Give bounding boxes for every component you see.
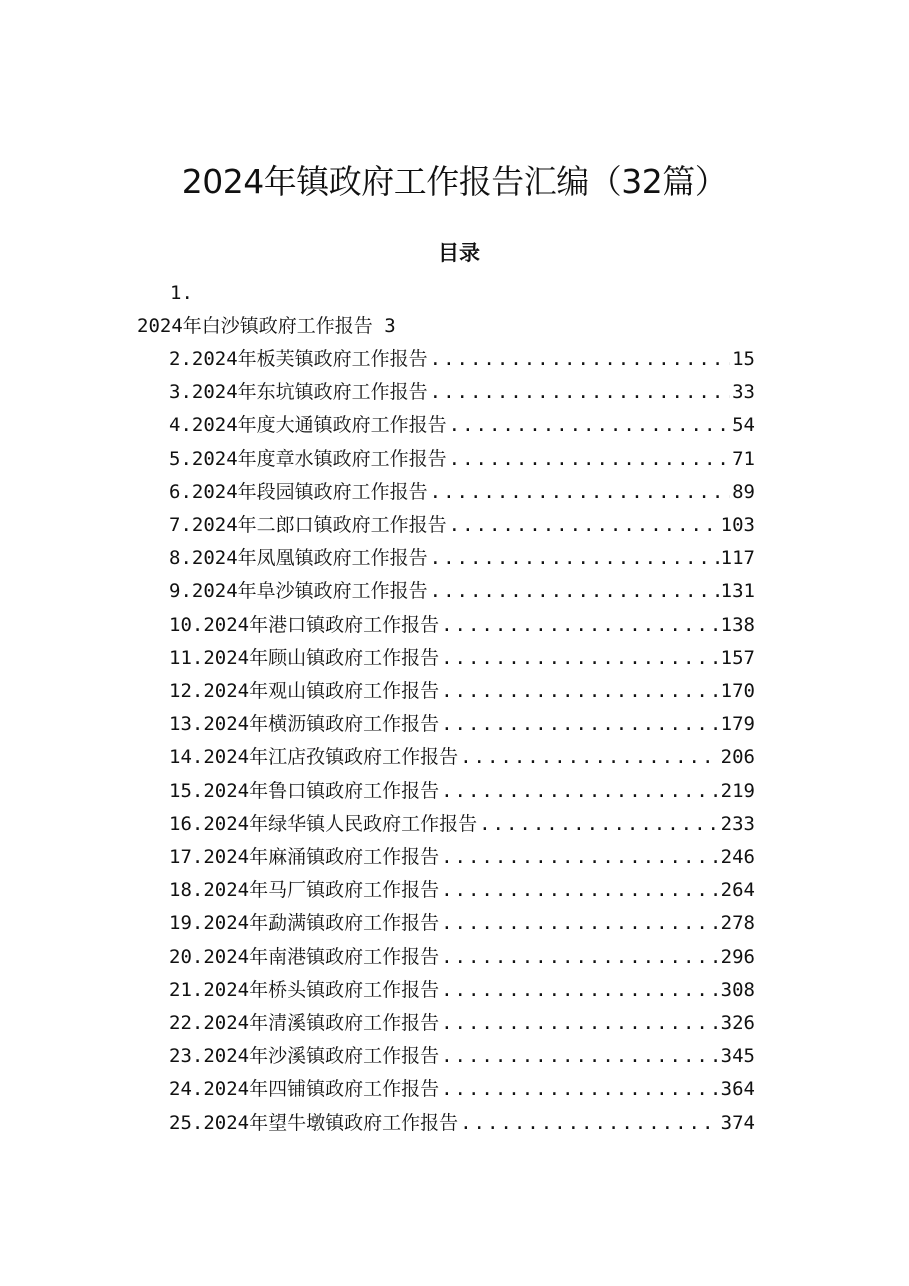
toc-leader-dots bbox=[441, 778, 719, 804]
toc-entry-page-number: 374 bbox=[720, 1112, 755, 1134]
toc-entry[interactable] bbox=[169, 944, 755, 970]
toc-entry-title: 2024年段园镇政府工作报告 bbox=[191, 481, 428, 503]
toc-entry-page-number: 131 bbox=[720, 580, 755, 602]
toc-entry-page-number: 138 bbox=[720, 614, 755, 636]
toc-leader-dots bbox=[460, 1110, 719, 1136]
toc-entry[interactable] bbox=[169, 612, 755, 638]
toc-entry-number: 11. bbox=[169, 647, 204, 669]
toc-leader-dots bbox=[441, 711, 719, 737]
toc-entry-title: 2024年横沥镇政府工作报告 bbox=[203, 713, 440, 735]
toc-entry[interactable] bbox=[169, 1110, 755, 1136]
toc-entry-page-number: 71 bbox=[732, 448, 755, 470]
toc-entry-number: 20. bbox=[169, 946, 204, 968]
toc-entry-page-number: 117 bbox=[720, 547, 755, 569]
toc-entry[interactable] bbox=[169, 479, 755, 505]
toc-entry[interactable] bbox=[169, 711, 755, 737]
toc-entry-page-number: 157 bbox=[720, 647, 755, 669]
toc-entry-number: 19. bbox=[169, 912, 204, 934]
toc-entry-title: 2024年桥头镇政府工作报告 bbox=[203, 979, 440, 1001]
toc-entry[interactable] bbox=[169, 744, 755, 770]
toc-entry[interactable] bbox=[169, 910, 755, 936]
toc-entry[interactable] bbox=[169, 811, 755, 837]
toc-leader-dots bbox=[441, 944, 719, 970]
toc-entry-number: 7. bbox=[169, 514, 192, 536]
toc-leader-dots bbox=[441, 910, 719, 936]
toc-leader-dots bbox=[441, 1076, 719, 1102]
toc-entry-title: 2024年麻涌镇政府工作报告 bbox=[203, 846, 440, 868]
toc-entry-title: 2024年板芙镇政府工作报告 bbox=[191, 348, 428, 370]
toc-entry[interactable] bbox=[169, 1076, 755, 1102]
toc-entry-title: 2024年南港镇政府工作报告 bbox=[203, 946, 440, 968]
toc-leader-dots bbox=[430, 346, 730, 372]
toc-entry-number: 24. bbox=[169, 1078, 204, 1100]
toc-entry[interactable] bbox=[169, 446, 755, 472]
toc-leader-dots bbox=[441, 1010, 719, 1036]
toc-entry-title: 2024年鲁口镇政府工作报告 bbox=[203, 780, 440, 802]
toc-leader-dots bbox=[441, 645, 719, 671]
toc-entry-page-number: 296 bbox=[720, 946, 755, 968]
toc-entry-page-number: 264 bbox=[720, 879, 755, 901]
toc-leader-dots bbox=[430, 545, 719, 571]
toc-leader-dots bbox=[449, 412, 730, 438]
toc-entry[interactable] bbox=[169, 1043, 755, 1069]
toc-entry-title: 2024年江店孜镇政府工作报告 bbox=[203, 746, 459, 768]
toc-entry-number: 6. bbox=[169, 481, 192, 503]
toc-entry-number: 5. bbox=[169, 448, 192, 470]
toc-entry-title: 2024年四铺镇政府工作报告 bbox=[203, 1078, 440, 1100]
toc-entry-page-number: 206 bbox=[720, 746, 755, 768]
toc-entry-number: 15. bbox=[169, 780, 204, 802]
toc-entry-page-number: 54 bbox=[732, 414, 755, 436]
toc-entry-number: 8. bbox=[169, 547, 192, 569]
toc-entry[interactable] bbox=[169, 678, 755, 704]
toc-entry-title: 2024年港口镇政府工作报告 bbox=[203, 614, 440, 636]
toc-entry-number: 25. bbox=[169, 1112, 204, 1134]
toc-leader-dots bbox=[430, 379, 730, 405]
toc-entry-page-number: 170 bbox=[720, 680, 755, 702]
toc-entry[interactable] bbox=[169, 778, 755, 804]
toc-entry-title: 2024年度章水镇政府工作报告 bbox=[191, 448, 447, 470]
toc-entry[interactable] bbox=[169, 578, 755, 604]
toc-entry-page-number: 326 bbox=[720, 1012, 755, 1034]
toc-entry-title: 2024年绿华镇人民政府工作报告 bbox=[203, 813, 478, 835]
document-title: 2024年镇政府工作报告汇编（32篇） bbox=[181, 162, 728, 201]
toc-entry-1-text[interactable]: 2024年白沙镇政府工作报告 3 bbox=[137, 315, 396, 337]
toc-leader-dots bbox=[479, 811, 719, 837]
toc-entry-number: 12. bbox=[169, 680, 204, 702]
toc-entry[interactable] bbox=[169, 645, 755, 671]
toc-entry-title: 2024年望牛墩镇政府工作报告 bbox=[203, 1112, 459, 1134]
toc-entry-number: 13. bbox=[169, 713, 204, 735]
toc-leader-dots bbox=[460, 744, 719, 770]
toc-leader-dots bbox=[441, 1043, 719, 1069]
toc-entry-number: 22. bbox=[169, 1012, 204, 1034]
toc-entry-number: 23. bbox=[169, 1045, 204, 1067]
toc-entry-title: 2024年清溪镇政府工作报告 bbox=[203, 1012, 440, 1034]
toc-entry-page-number: 33 bbox=[732, 381, 755, 403]
toc-entry[interactable] bbox=[169, 412, 755, 438]
toc-entry[interactable] bbox=[169, 346, 755, 372]
toc-leader-dots bbox=[441, 678, 719, 704]
toc-leader-dots bbox=[441, 877, 719, 903]
toc-entry-number: 16. bbox=[169, 813, 204, 835]
toc-entry-number: 17. bbox=[169, 846, 204, 868]
toc-entry-title: 2024年观山镇政府工作报告 bbox=[203, 680, 440, 702]
toc-entry[interactable] bbox=[169, 877, 755, 903]
toc-entry-number: 10. bbox=[169, 614, 204, 636]
toc-entry[interactable] bbox=[169, 379, 755, 405]
toc-entry-title: 2024年阜沙镇政府工作报告 bbox=[191, 580, 428, 602]
toc-leader-dots bbox=[430, 578, 719, 604]
toc-heading: 目录 bbox=[438, 240, 480, 265]
toc-entry-title: 2024年凤凰镇政府工作报告 bbox=[191, 547, 428, 569]
toc-entry-title: 2024年马厂镇政府工作报告 bbox=[203, 879, 440, 901]
toc-leader-dots bbox=[449, 446, 730, 472]
toc-entry-title: 2024年顾山镇政府工作报告 bbox=[203, 647, 440, 669]
toc-entry-title: 2024年二郎口镇政府工作报告 bbox=[191, 514, 447, 536]
toc-entry[interactable] bbox=[169, 844, 755, 870]
toc-entry-page-number: 219 bbox=[720, 780, 755, 802]
toc-entry-page-number: 233 bbox=[720, 813, 755, 835]
toc-entry-page-number: 15 bbox=[732, 348, 755, 370]
toc-entry-page-number: 364 bbox=[720, 1078, 755, 1100]
toc-entry-number: 4. bbox=[169, 414, 192, 436]
toc-entry-number: 2. bbox=[169, 348, 192, 370]
toc-entry-number: 14. bbox=[169, 746, 204, 768]
toc-entry-title: 2024年沙溪镇政府工作报告 bbox=[203, 1045, 440, 1067]
toc-entry-title: 2024年勐满镇政府工作报告 bbox=[203, 912, 440, 934]
toc-entry-title: 2024年度大通镇政府工作报告 bbox=[191, 414, 447, 436]
toc-entry-page-number: 179 bbox=[720, 713, 755, 735]
toc-entry-number: 21. bbox=[169, 979, 204, 1001]
toc-entry-page-number: 103 bbox=[720, 514, 755, 536]
toc-entry-1-number[interactable]: 1. bbox=[170, 282, 193, 304]
toc-leader-dots bbox=[430, 479, 730, 505]
toc-entry[interactable] bbox=[169, 977, 755, 1003]
toc-leader-dots bbox=[441, 977, 719, 1003]
toc-leader-dots bbox=[441, 844, 719, 870]
toc-entry-page-number: 345 bbox=[720, 1045, 755, 1067]
toc-entry-number: 9. bbox=[169, 580, 192, 602]
toc-entry-page-number: 246 bbox=[720, 846, 755, 868]
toc-leader-dots bbox=[441, 612, 719, 638]
toc-entry[interactable] bbox=[169, 545, 755, 571]
toc-leader-dots bbox=[449, 512, 719, 538]
toc-entry-number: 3. bbox=[169, 381, 192, 403]
toc-entry-page-number: 278 bbox=[720, 912, 755, 934]
toc-entry[interactable] bbox=[169, 1010, 755, 1036]
toc-entry-page-number: 89 bbox=[732, 481, 755, 503]
toc-entry-page-number: 308 bbox=[720, 979, 755, 1001]
toc-entry-number: 18. bbox=[169, 879, 204, 901]
toc-entry-title: 2024年东坑镇政府工作报告 bbox=[191, 381, 428, 403]
toc-entry[interactable] bbox=[169, 512, 755, 538]
